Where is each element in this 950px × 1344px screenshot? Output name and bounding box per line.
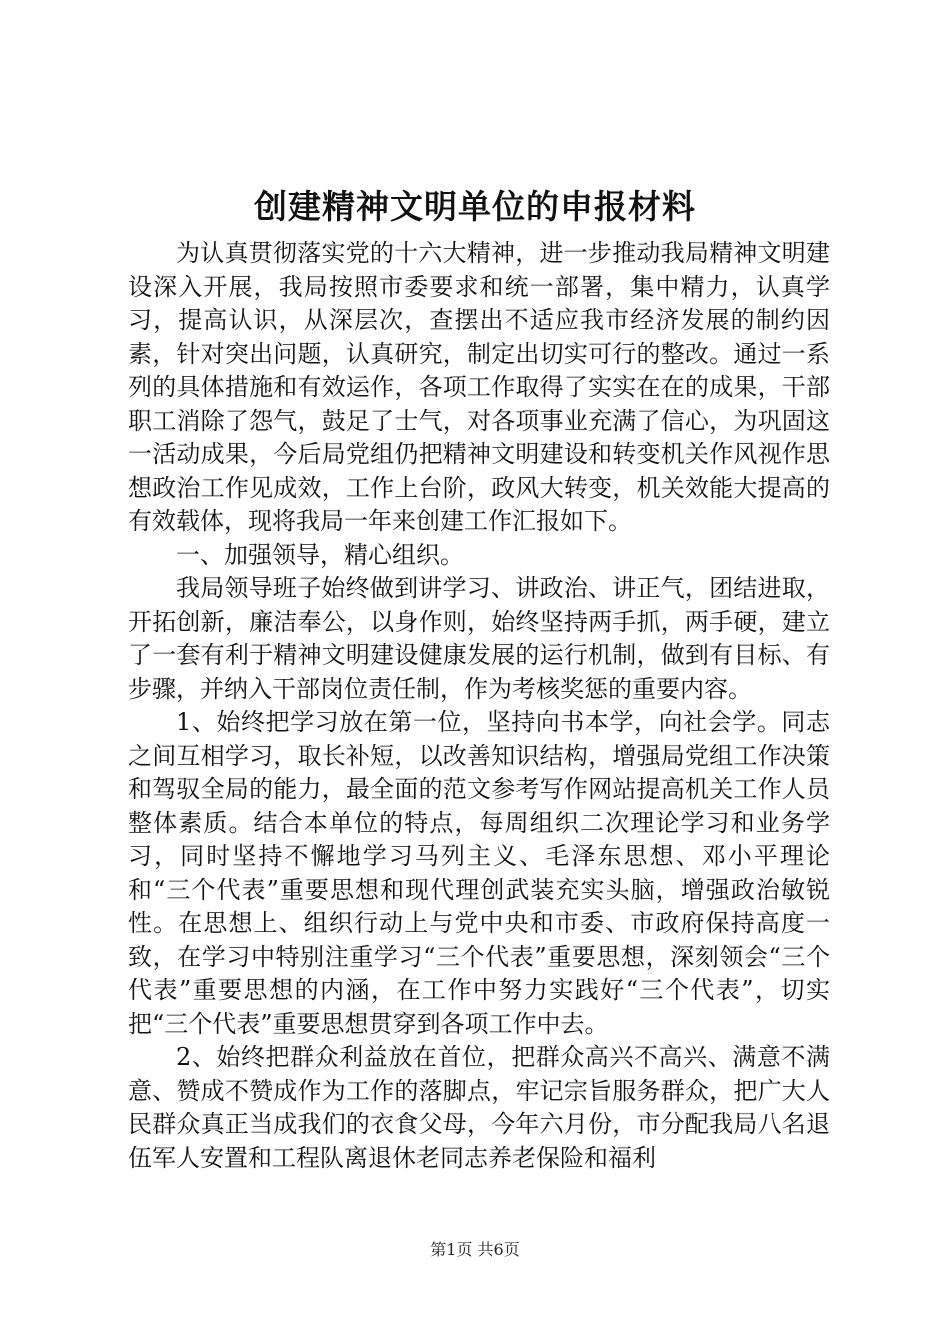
paragraph-item-1: 1、始终把学习放在第一位，坚持向书本学，向社会学。同志之间互相学习，取长补短，以改善知识结构，增强局党组工作决策和驾驭全局的能力，最全面的范文参考写作网站提高机关工作人员整体素质。结合本单位的特点，每周组织二次理论学习和业务学习，同时坚持不懈地学习马列主义、毛泽东思想、邓小平理论和“三个代表”重要思想和现代理创武装充实头脑，增强政治敏锐性。在思想上、组织行动上与党中央和市委、市政府保持高度一致，在学习中特别注重学习“三个代表”重要思想，深刻领会“三个代表”重要思想的内涵，在工作中努力实践好“三个代表”，切实把“三个代表”重要思想贯穿到各项工作中去。	[128, 708, 830, 1038]
paragraph-item-2: 2、始终把群众利益放在首位，把群众高兴不高兴、满意不满意、赞成不赞成作为工作的落脚点，牢记宗旨服务群众，把广大人民群众真正当成我们的衣食父母，今年六月份，市分配我局八名退伍军人安置和工程队离退休老同志养老保险和福利	[128, 1043, 830, 1172]
paragraph-leadership: 我局领导班子始终做到讲学习、讲政治、讲正气，团结进取，开拓创新，廉洁奉公，以身作则，始终坚持两手抓，两手硬，建立了一套有利于精神文明建设健康发展的运行机制，做到有目标、有步骤，并纳入干部岗位责任制，作为考核奖惩的重要内容。	[128, 574, 830, 703]
page-number-footer: 第1页 共6页	[430, 1240, 520, 1259]
paragraph-intro: 为认真贯彻落实党的十六大精神，进一步推动我局精神文明建设深入开展，我局按照市委要求和统一部署，集中精力，认真学习，提高认识，从深层次，查摆出不适应我市经济发展的制约因素，针对突出问题，认真研究，制定出切实可行的整改。通过一系列的具体措施和有效运作，各项工作取得了实实在在的成果，干部职工消除了怨气，鼓足了士气，对各项事业充满了信心，为巩固这一活动成果，今后局党组仍把精神文明建设和转变机关作风视作思想政治工作见成效，工作上台阶，政风大转变，机关效能大提高的有效载体，现将我局一年来创建工作汇报如下。	[128, 239, 830, 535]
section-heading-1: 一、加强领导，精心组织。	[176, 540, 464, 569]
document-body	[128, 237, 830, 1175]
document-title: 创建精神文明单位的申报材料	[254, 187, 696, 226]
